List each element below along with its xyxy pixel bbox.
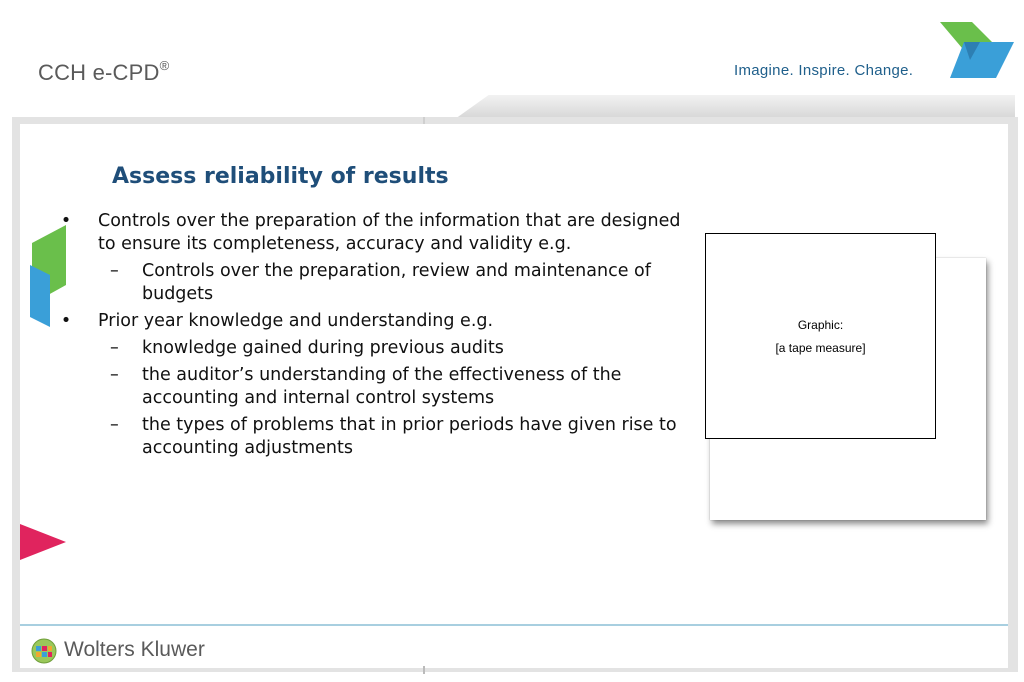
bullet-marker: • (60, 311, 72, 331)
sub-bullet-marker: – (110, 338, 119, 358)
sub-bullet-item (98, 260, 686, 306)
brand-text: CCH e-CPD (38, 60, 160, 85)
bullet-text: Controls over the preparation of the information that are designed to ensure its completeness, accuracy and validity e.g. (98, 211, 681, 254)
sub-bullet-item (98, 364, 686, 410)
graphic-placeholder (705, 233, 936, 439)
frame-top-tab (455, 95, 1015, 119)
sub-bullet-text: the types of problems that in prior periods have given rise to accounting adjustments (142, 415, 677, 458)
footer-tick (423, 666, 425, 674)
company-name: Wolters Kluwer (64, 638, 205, 661)
graphic-description: [a tape measure] (775, 341, 866, 355)
sub-bullet-marker: – (110, 365, 119, 385)
sub-bullet-marker: – (110, 261, 119, 281)
bullet-list (56, 210, 686, 464)
bullet-item (56, 310, 686, 460)
bullet-text: Prior year knowledge and understanding e.g. (98, 311, 494, 331)
sub-bullet-marker: – (110, 415, 119, 435)
tagline: Imagine. Inspire. Change. (734, 62, 914, 79)
brand-title (38, 60, 169, 86)
pink-arrow-icon (20, 522, 68, 562)
sub-bullet-text: knowledge gained during previous audits (142, 338, 504, 358)
bullet-marker: • (60, 211, 72, 231)
slide-title: Assess reliability of results (112, 164, 449, 189)
sub-bullet-text: the auditor’s understanding of the effectiveness of the accounting and internal control systems (142, 365, 622, 408)
frame-tick (423, 117, 425, 124)
sub-bullet-text: Controls over the preparation, review and maintenance of budgets (142, 261, 651, 304)
bullet-item (56, 210, 686, 306)
sub-list (98, 337, 686, 460)
registered-mark: ® (159, 58, 170, 73)
sub-bullet-item (98, 337, 686, 360)
brand-chevron-icon (910, 20, 1020, 80)
wolters-kluwer-globe-icon (30, 637, 58, 665)
graphic-label: Graphic: (797, 318, 844, 332)
sub-list (98, 260, 686, 306)
sub-bullet-item (98, 414, 686, 460)
